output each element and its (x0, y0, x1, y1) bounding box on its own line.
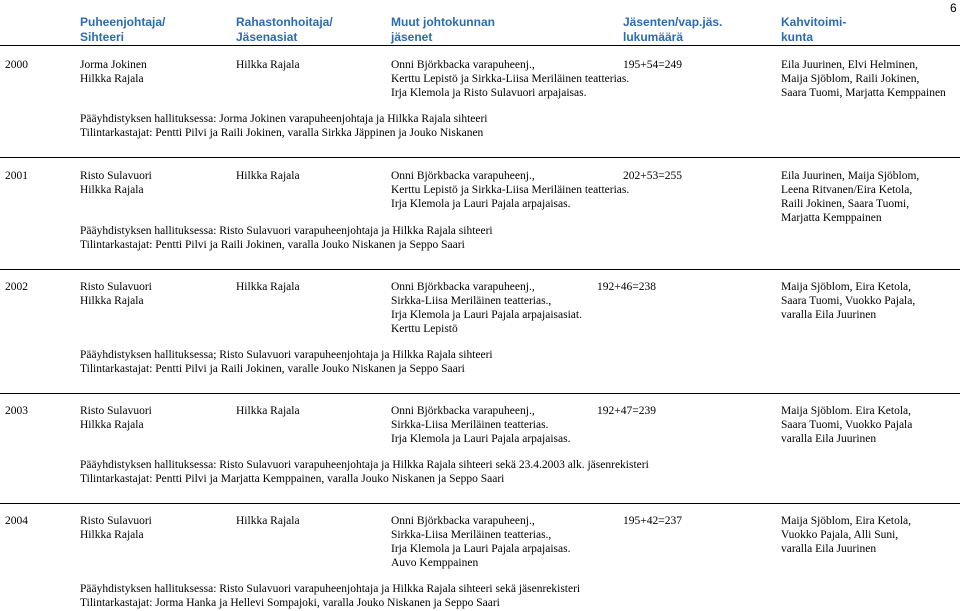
header-treasurer-line2: Jäsenasiat (236, 30, 298, 44)
year-cell: 2002 (5, 281, 28, 293)
treasurer-name: Hilkka Rajala (236, 170, 300, 182)
member-line: Irja Klemola ja Lauri Pajala arpajaisas. (391, 433, 571, 445)
coffee-line: Maija Sjöblom, Eira Ketola, (781, 281, 911, 293)
member-line: Onni Björkbacka varapuheenj., (391, 59, 535, 71)
secretary-name: Hilkka Rajala (80, 73, 144, 85)
coffee-line: varalla Eila Juurinen (781, 543, 877, 555)
member-line: Irja Klemola ja Lauri Pajala arpajaisas. (391, 543, 571, 555)
secretary-name: Hilkka Rajala (80, 295, 144, 307)
auditors-note: Tilintarkastajat: Pentti Pilvi ja Raili Jokinen, varalle Jouko Niskanen ja Seppo Saari (80, 363, 465, 375)
chair-name: Risto Sulavuori (80, 515, 152, 527)
coffee-line: varalla Eila Juurinen (781, 309, 877, 321)
treasurer-name: Hilkka Rajala (236, 405, 300, 417)
header-chair-line1: Puheenjohtaja/ (80, 15, 166, 29)
coffee-line: Eila Juurinen, Maija Sjöblom, (781, 170, 920, 182)
secretary-name: Hilkka Rajala (80, 529, 144, 541)
board-note: Pääyhdistyksen hallituksessa; Risto Sulavuori varapuheenjohtaja ja Hilkka Rajala sihteeri (80, 349, 493, 361)
header-members-line1: Muut johtokunnan (391, 15, 495, 29)
row-divider (0, 393, 960, 394)
auditors-note: Tilintarkastajat: Pentti Pilvi ja Raili Jokinen, varalla Jouko Niskanen ja Seppo Saari (80, 239, 465, 251)
year-cell: 2001 (5, 170, 28, 182)
member-line: Onni Björkbacka varapuheenj., (391, 405, 535, 417)
member-count: 202+53=255 (623, 170, 682, 182)
row-divider (0, 269, 960, 270)
coffee-line: Maija Sjöblom. Eira Ketola, (781, 405, 911, 417)
header-coffee-line2: kunta (781, 30, 814, 44)
row-divider (0, 503, 960, 504)
member-line: Sirkka-Liisa Meriläinen teatterias., (391, 295, 552, 307)
header-count-line2: lukumäärä (623, 30, 684, 44)
header-chair-line2: Sihteeri (80, 30, 125, 44)
coffee-line: Maija Sjöblom, Eira Ketola, (781, 515, 911, 527)
board-note: Pääyhdistyksen hallituksessa: Risto Sulavuori varapuheenjohtaja ja Hilkka Rajala sihteeri sekä jäsenrekisteri (80, 583, 581, 595)
member-count: 195+54=249 (623, 59, 682, 71)
secretary-name: Hilkka Rajala (80, 419, 144, 431)
coffee-line: Saara Tuomi, Vuokko Pajala, (781, 295, 916, 307)
member-line: Kerttu Lepistö (391, 323, 458, 335)
header-members-line2: jäsenet (391, 30, 433, 44)
treasurer-name: Hilkka Rajala (236, 59, 300, 71)
member-line: Irja Klemola ja Risto Sulavuori arpajaisas. (391, 87, 587, 99)
board-note: Pääyhdistyksen hallituksessa: Risto Sulavuori varapuheenjohtaja ja Hilkka Rajala sihteeri sekä 23.4.2003 alk. jäsenrekisteri (80, 459, 649, 471)
header-divider (0, 45, 960, 46)
coffee-line: Marjatta Kemppainen (781, 212, 882, 224)
chair-name: Risto Sulavuori (80, 170, 152, 182)
coffee-line: Eila Juurinen, Elvi Helminen, (781, 59, 919, 71)
page-number: 6 (950, 1, 957, 15)
coffee-line: Saara Tuomi, Vuokko Pajala (781, 419, 913, 431)
member-line: Sirkka-Liisa Meriläinen teatterias. (391, 419, 549, 431)
chair-name: Risto Sulavuori (80, 281, 152, 293)
secretary-name: Hilkka Rajala (80, 184, 144, 196)
header-treasurer-line1: Rahastonhoitaja/ (236, 15, 333, 29)
member-line: Kerttu Lepistö ja Sirkka-Liisa Meriläinen teatterias. (391, 184, 630, 196)
chair-name: Risto Sulavuori (80, 405, 152, 417)
auditors-note: Tilintarkastajat: Pentti Pilvi ja Marjatta Kemppainen, varalla Jouko Niskanen ja Seppo Saari (80, 473, 505, 485)
coffee-line: Vuokko Pajala, Alli Suni, (781, 529, 899, 541)
auditors-note: Tilintarkastajat: Pentti Pilvi ja Raili Jokinen, varalla Sirkka Jäppinen ja Jouko Niskanen (80, 127, 484, 139)
coffee-line: Raili Jokinen, Saara Tuomi, (781, 198, 910, 210)
member-line: Irja Klemola ja Lauri Pajala arpajaisas. (391, 198, 571, 210)
treasurer-name: Hilkka Rajala (236, 515, 300, 527)
member-line: Irja Klemola ja Lauri Pajala arpajaisasiat. (391, 309, 582, 321)
board-note: Pääyhdistyksen hallituksessa: Risto Sulavuori varapuheenjohtaja ja Hilkka Rajala sihteeri (80, 225, 493, 237)
chair-name: Jorma Jokinen (80, 59, 147, 71)
year-cell: 2004 (5, 515, 28, 527)
board-note: Pääyhdistyksen hallituksessa: Jorma Jokinen varapuheenjohtaja ja Hilkka Rajala sihteeri (80, 113, 488, 125)
year-cell: 2003 (5, 405, 28, 417)
coffee-line: Leena Ritvanen/Eira Ketola, (781, 184, 913, 196)
treasurer-name: Hilkka Rajala (236, 281, 300, 293)
member-count: 192+47=239 (597, 405, 656, 417)
member-line: Auvo Kemppainen (391, 557, 479, 569)
year-cell: 2000 (5, 59, 28, 71)
auditors-note: Tilintarkastajat: Jorma Hanka ja Hellevi Sompajoki, varalla Jouko Niskanen ja Seppo Saari (80, 597, 500, 609)
member-line: Kerttu Lepistö ja Sirkka-Liisa Meriläinen teatterias. (391, 73, 630, 85)
coffee-line: varalla Eila Juurinen (781, 433, 877, 445)
member-line: Onni Björkbacka varapuheenj., (391, 170, 535, 182)
coffee-line: Saara Tuomi, Marjatta Kemppainen (781, 87, 946, 99)
coffee-line: Maija Sjöblom, Raili Jokinen, (781, 73, 920, 85)
member-line: Onni Björkbacka varapuheenj., (391, 281, 535, 293)
header-coffee-line1: Kahvitoimi- (781, 15, 847, 29)
member-line: Onni Björkbacka varapuheenj., (391, 515, 535, 527)
row-divider (0, 157, 960, 158)
member-count: 195+42=237 (623, 515, 682, 527)
member-count: 192+46=238 (597, 281, 656, 293)
member-line: Sirkka-Liisa Meriläinen teatterias., (391, 529, 552, 541)
header-count-line1: Jäsenten/vap.jäs. (623, 15, 723, 29)
